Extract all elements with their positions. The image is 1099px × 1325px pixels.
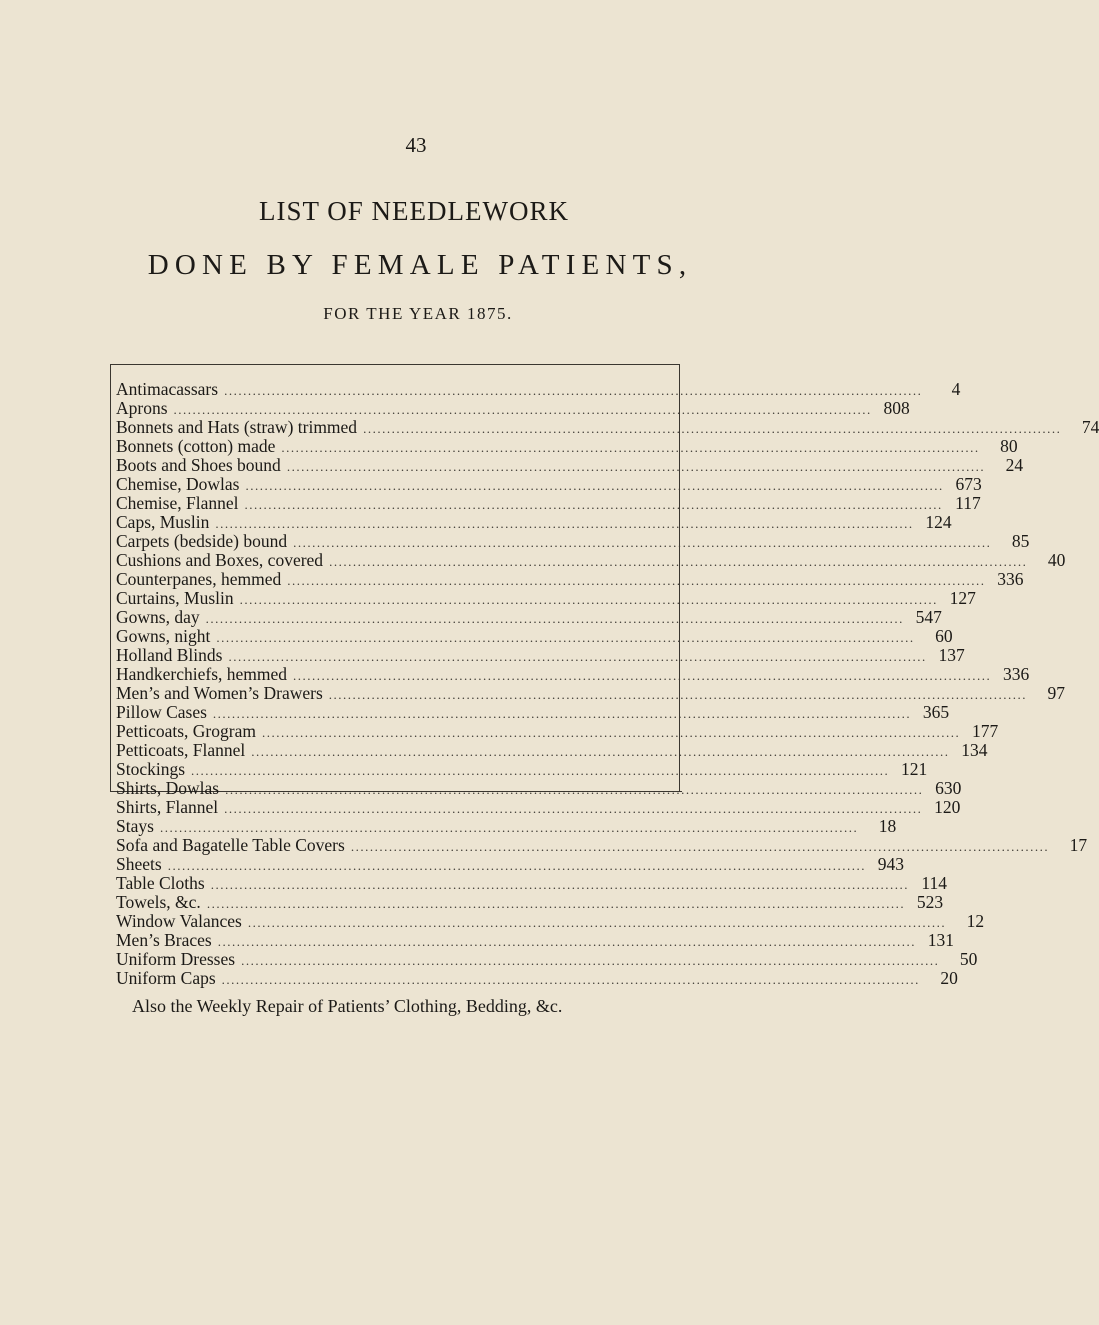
- item-label: Sofa and Bagatelle Table Covers: [116, 835, 345, 855]
- dot-leader: ...................................................................................................................................................: [225, 782, 924, 797]
- list-item: [116, 379, 961, 399]
- dot-leader: ...................................................................................................................................................: [239, 592, 938, 607]
- document-year: FOR THE YEAR 1875.: [323, 304, 513, 323]
- list-item: [116, 455, 1024, 475]
- dot-leader: ...................................................................................................................................................: [191, 763, 890, 778]
- list-item: [116, 398, 910, 418]
- list-item: [116, 550, 1066, 570]
- dot-leader: ...................................................................................................................................................: [205, 611, 904, 626]
- list-item: [116, 797, 961, 817]
- item-label: Gowns, night: [116, 626, 211, 646]
- dot-leader: ...................................................................................................................................................: [251, 744, 950, 759]
- item-label: Shirts, Dowlas: [116, 778, 220, 798]
- item-label: Table Cloths: [116, 873, 205, 893]
- item-count: 808: [883, 398, 910, 418]
- item-count: 97: [1047, 683, 1066, 703]
- list-item: [116, 664, 1030, 684]
- dot-leader: ...................................................................................................................................................: [224, 801, 923, 816]
- dot-leader: ...................................................................................................................................................: [167, 858, 866, 873]
- list-item: [116, 759, 928, 779]
- dot-leader: ...................................................................................................................................................: [221, 972, 920, 987]
- item-label: Carpets (bedside) bound: [116, 531, 288, 551]
- dot-leader: ...................................................................................................................................................: [286, 459, 986, 474]
- dot-leader: ...................................................................................................................................................: [217, 934, 916, 949]
- item-label: Aprons: [116, 398, 168, 418]
- item-label: Bonnets (cotton) made: [116, 436, 276, 456]
- item-label: Window Valances: [116, 911, 242, 931]
- item-count: 673: [955, 474, 982, 494]
- item-count: 17: [1069, 835, 1088, 855]
- item-count: 131: [927, 930, 954, 950]
- item-count: 60: [935, 626, 953, 646]
- item-label: Cushions and Boxes, covered: [116, 550, 324, 570]
- item-label: Caps, Muslin: [116, 512, 210, 532]
- item-label: Chemise, Flannel: [116, 493, 239, 513]
- dot-leader: ...................................................................................................................................................: [293, 535, 992, 550]
- list-item: [116, 417, 1099, 437]
- item-count: 120: [934, 797, 961, 817]
- dot-leader: ...................................................................................................................................................: [281, 440, 980, 455]
- dot-leader: ...................................................................................................................................................: [363, 421, 1062, 436]
- dot-leader: ...................................................................................................................................................: [328, 687, 1028, 702]
- list-item: [116, 930, 954, 950]
- list-item: [116, 778, 962, 798]
- dot-leader: ...................................................................................................................................................: [159, 820, 859, 835]
- dot-leader: ...................................................................................................................................................: [287, 573, 986, 588]
- needlework-list: [116, 379, 1099, 988]
- item-count: 114: [921, 873, 947, 893]
- item-count: 137: [938, 645, 965, 665]
- item-count: 18: [878, 816, 897, 836]
- item-count: 12: [966, 911, 985, 931]
- item-label: Petticoats, Flannel: [116, 740, 246, 760]
- dot-leader: ...................................................................................................................................................: [329, 554, 1028, 569]
- item-count: 547: [915, 607, 942, 627]
- list-item: [116, 436, 1018, 456]
- list-item: [116, 949, 978, 969]
- dot-leader: ...................................................................................................................................................: [206, 896, 906, 911]
- dot-leader: ...................................................................................................................................................: [261, 725, 961, 740]
- item-label: Uniform Dresses: [116, 949, 236, 969]
- document-subtitle: DONE BY FEMALE PATIENTS,: [147, 249, 693, 281]
- item-count: 365: [922, 702, 950, 722]
- item-label: Sheets: [116, 854, 162, 874]
- list-item: [116, 569, 1024, 589]
- list-item: [116, 968, 958, 988]
- item-count: 24: [1005, 455, 1024, 475]
- dot-leader: ...................................................................................................................................................: [215, 516, 914, 531]
- item-label: Curtains, Muslin: [116, 588, 234, 608]
- item-count: 127: [949, 588, 976, 608]
- item-label: Chemise, Dowlas: [116, 474, 240, 494]
- item-label: Petticoats, Grogram: [116, 721, 256, 741]
- item-count: 85: [1011, 531, 1030, 551]
- item-count: 121: [901, 759, 928, 779]
- list-item: [116, 816, 897, 836]
- item-label: Men’s and Women’s Drawers: [116, 683, 323, 703]
- item-label: Holland Blinds: [116, 645, 223, 665]
- item-count: 117: [955, 493, 981, 513]
- item-count: 20: [940, 968, 958, 988]
- item-label: Stockings: [116, 759, 186, 779]
- list-item: [116, 854, 904, 874]
- dot-leader: ...................................................................................................................................................: [244, 497, 943, 512]
- item-count: 177: [971, 721, 999, 741]
- dot-leader: ...................................................................................................................................................: [224, 383, 923, 398]
- dot-leader: ...................................................................................................................................................: [245, 478, 944, 493]
- item-label: Boots and Shoes bound: [116, 455, 281, 475]
- list-item: [116, 588, 976, 608]
- dot-leader: ...................................................................................................................................................: [212, 706, 912, 721]
- list-item: [116, 474, 982, 494]
- item-count: 40: [1047, 550, 1066, 570]
- item-count: 943: [877, 854, 904, 874]
- item-label: Uniform Caps: [116, 968, 216, 988]
- dot-leader: ...................................................................................................................................................: [228, 649, 927, 664]
- item-label: Pillow Cases: [116, 702, 207, 722]
- item-count: 4: [951, 379, 961, 399]
- list-item: [116, 512, 952, 532]
- list-item: [116, 873, 947, 893]
- dot-leader: ...................................................................................................................................................: [350, 839, 1050, 854]
- item-label: Antimacassars: [116, 379, 219, 399]
- dot-leader: ...................................................................................................................................................: [210, 877, 909, 892]
- item-label: Men’s Braces: [116, 930, 212, 950]
- item-count: 630: [935, 778, 962, 798]
- document-title: LIST OF NEEDLEWORK: [259, 196, 569, 226]
- item-count: 50: [959, 949, 978, 969]
- item-label: Counterpanes, hemmed: [116, 569, 282, 589]
- list-item: [116, 531, 1030, 551]
- dot-leader: ...................................................................................................................................................: [293, 668, 992, 683]
- item-label: Stays: [116, 816, 154, 836]
- item-label: Bonnets and Hats (straw) trimmed: [116, 417, 358, 437]
- list-item: [116, 702, 950, 722]
- item-count: 523: [916, 892, 944, 912]
- item-count: 124: [925, 512, 952, 532]
- list-item: [116, 683, 1066, 703]
- item-label: Handkerchiefs, hemmed: [116, 664, 288, 684]
- page-number: 43: [405, 133, 427, 157]
- list-item: [116, 911, 985, 931]
- item-label: Towels, &c.: [116, 892, 201, 912]
- item-count: 74: [1081, 417, 1099, 437]
- list-item: [116, 835, 1088, 855]
- list-item: [116, 626, 953, 646]
- list-item: [116, 607, 942, 627]
- item-label: Gowns, day: [116, 607, 200, 627]
- dot-leader: ...................................................................................................................................................: [247, 915, 947, 930]
- footer-note: Also the Weekly Repair of Patients’ Clothing, Bedding, &c.: [132, 996, 563, 1016]
- item-count: 336: [1003, 664, 1030, 684]
- dot-leader: ...................................................................................................................................................: [216, 630, 915, 645]
- item-count: 80: [1000, 436, 1018, 456]
- dot-leader: ...................................................................................................................................................: [173, 402, 872, 417]
- list-item: [116, 721, 999, 741]
- list-item: [116, 645, 965, 665]
- list-item: [116, 493, 981, 513]
- list-item: [116, 740, 988, 760]
- item-count: 336: [997, 569, 1024, 589]
- item-count: 134: [961, 740, 988, 760]
- item-label: Shirts, Flannel: [116, 797, 219, 817]
- list-item: [116, 892, 944, 912]
- dot-leader: ...................................................................................................................................................: [241, 953, 940, 968]
